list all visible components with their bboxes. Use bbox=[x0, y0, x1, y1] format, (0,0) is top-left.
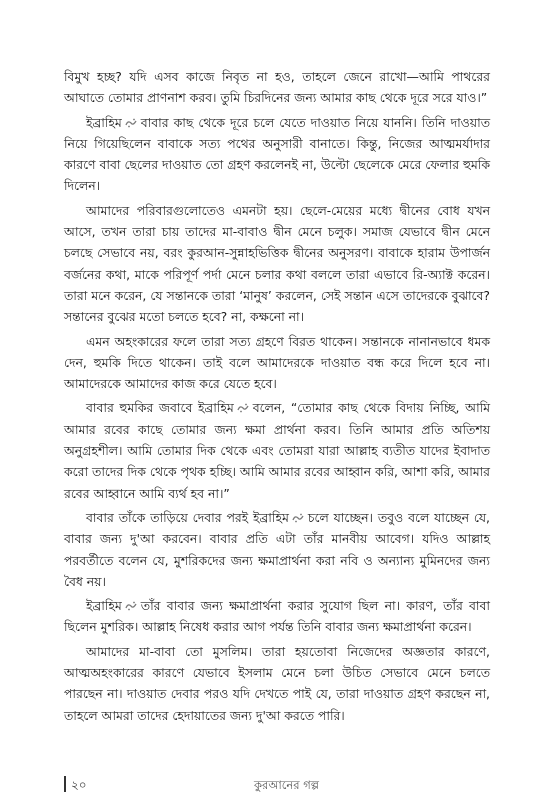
paragraph-text: চলে যাচ্ছেন। তবুও বলে যাচ্ছেন যে, বাবার জন্য দু'আ করবেন। বাবার প্রতি এটা তাঁর মানবীয় আবেগ। যদিও আল্লাহ পরবর্তীতে বলেন যে, মুশরিকদের জন্য ক্ষমাপ্রার্থনা করা নবি ও অন্যান্য মুমিনদের জন্য বৈধ নয়। bbox=[64, 509, 490, 589]
honorific-ligature-icon bbox=[125, 118, 138, 128]
paragraph-text: আমাদের মা-বাবা তো মুসলিম। তারা হয়তোবা নিজেদের অজ্ঞতার কারণে, আত্মঅহংকারের কারণে যেভাবে ইসলাম মেনে চলা উচিত সেভাবে মেনে চলতে পারছেন না। দাওয়াত দেবার পরও যদি দেখতে পাই যে, তারা দাওয়াত গ্রহণ করছেন না, তাহলে আমরা তাদের হেদায়াতের জন্য দু'আ করতে পারি। bbox=[64, 643, 490, 723]
paragraph-text: বাবার কাছ থেকে দূরে চলে যেতে দাওয়াত নিয়ে যাননি। তিনি দাওয়াত নিয়ে গিয়েছিলেন বাবাকে সত্য পথের অনুসারী বানাতে। কিন্তু, নিজের আত্মমর্যাদার কারণে বাবা ছেলের দাওয়াত তো গ্রহণ করলেনই না, উল্টো ছেলেকে মেরে ফেলার হুমকি দিলেন। bbox=[64, 114, 490, 194]
body-text bbox=[64, 66, 490, 729]
paragraph-text: বাবার হুমকির জবাবে ইব্রাহিম bbox=[86, 400, 234, 416]
paragraph-3 bbox=[64, 200, 490, 328]
paragraph-text: আমাদের পরিবারগুলোতেও এমনটা হয়। ছেলে-মেয়ের মধ্যে দ্বীনের বোধ যখন আসে, তখন তারা চায় তাদের মা-বাবাও দ্বীন মেনে চলুক। সমাজ যেভাবে দ্বীন মেনে চলছে সেভাবে নয়, বরং কুরআন-সুন্নাহভিত্তিক দ্বীনের অনুসরণ। বাবাকে হারাম উপার্জন বর্জনের কথা, মাকে পরিপূর্ণ পর্দা মেনে চলার কথা বললে তারা এভাবে রি-অ্যাক্ট করেন। তারা মনে করেন, যে সন্তানকে তারা ‘মানুষ’ করলেন, সেই সন্তান এসে তাদেরকে বুঝাবে? সন্তানের বুঝের মতো চলতে হবে? না, কক্ষনো না। bbox=[64, 202, 490, 325]
paragraph-text: ইব্রাহিম bbox=[86, 598, 122, 614]
honorific-ligature-icon bbox=[292, 513, 305, 523]
paragraph-4 bbox=[64, 331, 490, 395]
honorific-ligature-icon bbox=[237, 403, 250, 413]
paragraph-text: বাবার তাঁকে তাড়িয়ে দেবার পরই ইব্রাহিম bbox=[86, 509, 289, 525]
honorific-ligature-icon bbox=[125, 601, 138, 611]
paragraph-text: বিমুখ হচ্ছ? যদি এসব কাজে নিবৃত না হও, তাহলে জেনে রাখো—আমি পাথরের আঘাতে তোমার প্রাণনাশ করব। তুমি চিরদিনের জন্য আমার কাছ থেকে দূরে সরে যাও।” bbox=[64, 69, 490, 106]
paragraph-8 bbox=[64, 641, 490, 726]
paragraph-1 bbox=[64, 66, 490, 109]
paragraph-6 bbox=[64, 507, 490, 592]
paragraph-text: বলেন, “তোমার কাছ থেকে বিদায় নিচ্ছি, আমি আমার রবের কাছে তোমার জন্য ক্ষমা প্রার্থনা করব। তিনি আমার প্রতি অতিশয় অনুগ্রহশীল। আমি তোমার দিক থেকে এবং তোমরা যারা আল্লাহ ব্যতীত যাদের ইবাদাত করো তাদের দিক থেকে পৃথক হচ্ছি। আমি আমার রবের আহ্বান করি, আশা করি, আমার রবের আহ্বানে আমি ব্যর্থ হব না।” bbox=[64, 400, 490, 501]
paragraph-text: এমন অহংকারের ফলে তারা সত্য গ্রহণে বিরত থাকেন। সন্তানকে নানানভাবে ধমক দেন, হুমকি দিতে থাকেন। তাই বলে আমাদেরকে দাওয়াত বন্ধ করে দিলে হবে না। আমাদেরকে আমাদের কাজ করে যেতে হবে। bbox=[64, 333, 490, 392]
footer-divider bbox=[64, 776, 66, 792]
paragraph-2 bbox=[64, 112, 490, 197]
running-title: কুরআনের গল্প bbox=[254, 778, 319, 792]
page-footer bbox=[64, 774, 490, 794]
paragraph-7 bbox=[64, 595, 490, 638]
paragraph-5 bbox=[64, 397, 490, 503]
page-number: ২০ bbox=[71, 778, 87, 792]
paragraph-text: তাঁর বাবার জন্য ক্ষমাপ্রার্থনা করার সুযোগ ছিল না। কারণ, তাঁর বাবা ছিলেন মুশরিক। আল্লাহ নিষেধ করার আগ পর্যন্ত তিনি বাবার জন্য ক্ষমাপ্রার্থনা করেন। bbox=[64, 598, 490, 635]
paragraph-text: ইব্রাহিম bbox=[86, 114, 122, 130]
